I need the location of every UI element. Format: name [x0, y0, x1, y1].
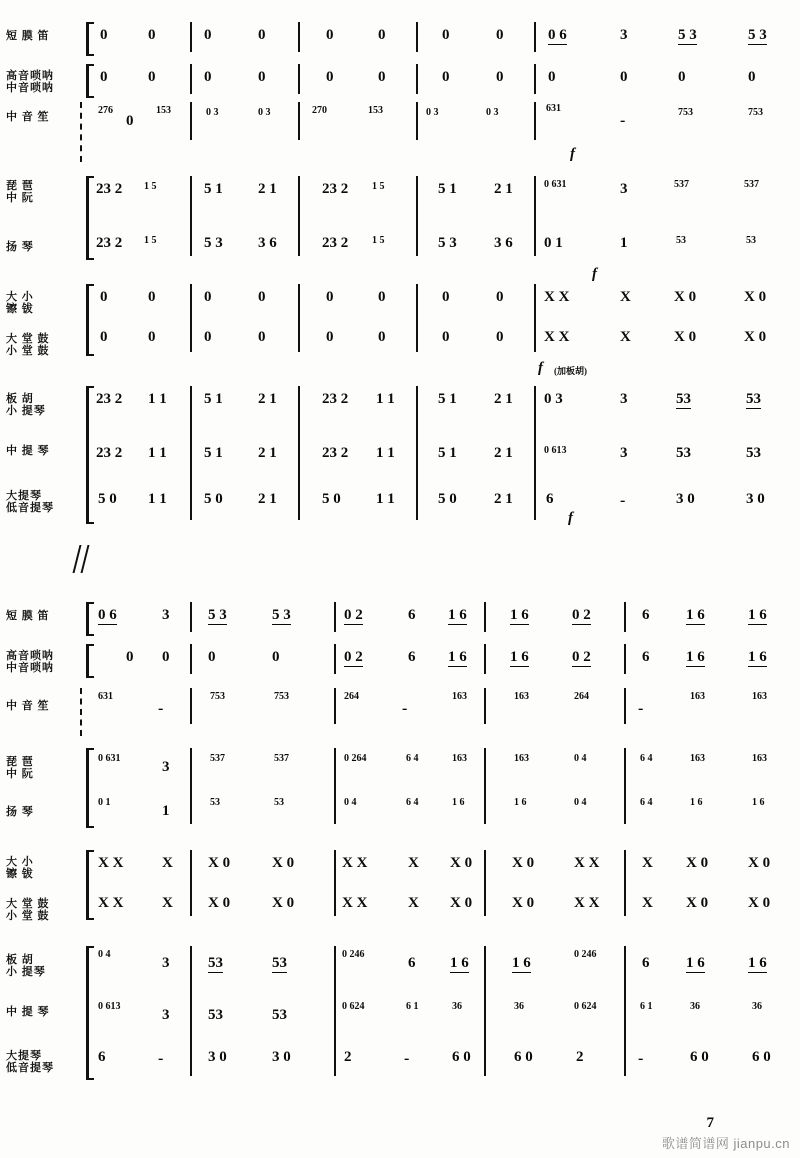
note-cell: 1 1 [376, 391, 395, 407]
rest-dash: - [638, 700, 644, 717]
staff-row-cello-bass-2 [86, 1050, 794, 1086]
chord-cell: 53 [676, 235, 686, 246]
note-cell: 0 [148, 69, 156, 85]
note-cell: 3 [162, 607, 170, 623]
note-cell: 0 2 [344, 649, 363, 665]
dynamic-forte: f [592, 266, 597, 282]
label-drums: 大 堂 鼓 小 堂 鼓 [6, 333, 50, 357]
staff-row-sheng-2 [86, 692, 794, 732]
performance-note: (加板胡) [554, 366, 587, 376]
note-cell: X [408, 855, 419, 871]
note-cell: 0 2 [572, 607, 591, 623]
note-cell: 0 [100, 329, 108, 345]
note-cell: 2 1 [258, 445, 277, 461]
note-cell: 2 1 [494, 445, 513, 461]
note-cell: 6 0 [452, 1049, 471, 1065]
note-cell: 23 2 [96, 235, 123, 251]
note-cell: 5 1 [204, 391, 223, 407]
note-cell: 6 [408, 607, 416, 623]
note-cell: 0 [204, 69, 212, 85]
note-cell: 5 3 [272, 607, 291, 623]
note-cell: 0 [100, 69, 108, 85]
chord-cell: 36 [514, 1001, 524, 1012]
note-cell: X 0 [748, 895, 771, 911]
chord-cell: 0 1 [98, 797, 111, 808]
chord-cell: 264 [344, 691, 359, 702]
note-cell: 6 [98, 1049, 106, 1065]
note-cell: 0 [258, 289, 266, 305]
note-cell: 5 1 [204, 445, 223, 461]
note-cell: 0 [378, 329, 386, 345]
note-cell: 0 6 [548, 27, 567, 43]
note-cell: 53 [208, 955, 223, 971]
note-cell: 53 [746, 445, 761, 461]
chord-cell: 753 [678, 107, 693, 118]
note-cell: 53 [676, 391, 691, 407]
chord-cell: 153 [368, 105, 383, 116]
note-cell: X 0 [512, 855, 535, 871]
note-cell: 1 6 [450, 955, 469, 971]
note-cell: 0 [548, 69, 556, 85]
note-cell: 1 6 [448, 649, 467, 665]
chord-cell: 53 [274, 797, 284, 808]
note-cell: 5 3 [678, 27, 697, 43]
chord-cell: 0 246 [342, 949, 365, 960]
note-cell: X [620, 289, 631, 305]
note-cell: 0 [378, 27, 386, 43]
note-cell: X 0 [450, 895, 473, 911]
note-cell: 0 [100, 289, 108, 305]
staff-row-drums [86, 329, 794, 376]
chord-cell: 0 264 [344, 753, 367, 764]
chord-cell: 0 624 [342, 1001, 365, 1012]
note-cell: 0 [326, 69, 334, 85]
chord-cell: 276 [98, 105, 113, 116]
chord-cell: 0 3 [206, 107, 219, 118]
rest-dash: - [620, 492, 626, 509]
staff-row-viola [86, 446, 794, 482]
note-cell: 6 0 [752, 1049, 771, 1065]
note-cell: 3 6 [494, 235, 513, 251]
staff-row-drums-2 [86, 896, 794, 926]
note-cell: 5 3 [204, 235, 223, 251]
note-cell: 5 0 [98, 491, 117, 507]
chord-cell: 0 4 [98, 949, 111, 960]
note-cell: 1 1 [148, 391, 167, 407]
note-cell: 3 [162, 759, 170, 775]
note-cell: 0 [148, 289, 156, 305]
label-cello-bass-2: 大提琴 低音提琴 [6, 1050, 54, 1074]
chord-cell: 537 [744, 179, 759, 190]
note-cell: 23 2 [96, 181, 123, 197]
chord-cell: 163 [514, 691, 529, 702]
note-cell: 23 2 [322, 235, 349, 251]
chord-cell: 0 3 [486, 107, 499, 118]
note-cell: X [642, 895, 653, 911]
chord-cell: 163 [514, 753, 529, 764]
note-cell: X 0 [512, 895, 535, 911]
note-cell: 0 [162, 649, 170, 665]
chord-cell: 36 [452, 1001, 462, 1012]
note-cell: 5 1 [204, 181, 223, 197]
chord-cell: 6 4 [406, 753, 419, 764]
chord-cell: 537 [210, 753, 225, 764]
note-cell: 6 [642, 649, 650, 665]
chord-cell: 163 [752, 691, 767, 702]
dynamic-forte: f [570, 146, 575, 162]
note-cell: X X [574, 855, 600, 871]
chord-cell: 0 4 [344, 797, 357, 808]
note-cell: 6 [642, 607, 650, 623]
note-cell: X 0 [272, 895, 295, 911]
note-cell: X 0 [686, 895, 709, 911]
note-cell: X 0 [686, 855, 709, 871]
chord-cell: 0 613 [544, 445, 567, 456]
note-cell: 6 [642, 955, 650, 971]
note-cell: 3 [162, 1007, 170, 1023]
note-cell: 53 [208, 1007, 223, 1023]
note-cell: 1 6 [686, 649, 705, 665]
note-cell: X 0 [272, 855, 295, 871]
chord-cell: 36 [690, 1001, 700, 1012]
chord-cell: 163 [752, 753, 767, 764]
note-cell: 6 0 [514, 1049, 533, 1065]
note-cell: 53 [272, 955, 287, 971]
staff-area-1 [86, 8, 794, 528]
chord-cell: 0 4 [574, 753, 587, 764]
note-cell: 0 [496, 27, 504, 43]
note-cell: 1 6 [686, 607, 705, 623]
note-cell: 1 1 [376, 491, 395, 507]
note-cell: 1 1 [148, 491, 167, 507]
chord-cell: 270 [312, 105, 327, 116]
note-cell: X [162, 895, 173, 911]
note-cell: 5 1 [438, 391, 457, 407]
label-cymbals-2: 大 小 镲 钹 [6, 856, 34, 880]
staff-row-viola-2 [86, 1002, 794, 1038]
note-cell: X [642, 855, 653, 871]
chord-cell: 1 6 [690, 797, 703, 808]
note-cell: 0 [620, 69, 628, 85]
note-cell: 2 1 [494, 491, 513, 507]
note-cell: 0 [258, 27, 266, 43]
note-cell: 0 [326, 289, 334, 305]
note-cell: 0 3 [544, 391, 563, 407]
rest-dash: - [158, 1050, 164, 1067]
staff-row-banhu-violin-2 [86, 950, 794, 986]
note-cell: 0 6 [98, 607, 117, 623]
note-cell: 5 0 [204, 491, 223, 507]
note-cell: 0 [258, 329, 266, 345]
label-banhu-violin-2: 板 胡 小 提琴 [6, 954, 46, 978]
staff-row-cymbals-2 [86, 856, 794, 886]
staff-row-cello-bass [86, 492, 794, 528]
note-cell: 23 2 [322, 391, 349, 407]
label-piccolo-flute: 短 膜 笛 [6, 30, 50, 42]
chord-cell: 163 [690, 753, 705, 764]
chord-cell: 753 [210, 691, 225, 702]
note-cell: 2 1 [494, 391, 513, 407]
chord-cell: 1 5 [144, 181, 157, 192]
chord-cell: 36 [752, 1001, 762, 1012]
label-banhu-violin: 板 胡 小 提琴 [6, 393, 46, 417]
note-cell: 3 0 [676, 491, 695, 507]
chord-cell: 1 5 [144, 235, 157, 246]
label-cymbals: 大 小 镲 钹 [6, 291, 34, 315]
rest-dash: - [158, 700, 164, 717]
note-cell: 3 [620, 445, 628, 461]
brace-sheng-2 [80, 688, 82, 736]
note-cell: 0 [496, 69, 504, 85]
note-cell: X [162, 855, 173, 871]
note-cell: 3 0 [208, 1049, 227, 1065]
chord-cell: 0 613 [98, 1001, 121, 1012]
site-watermark: 歌谱简谱网 jianpu.cn [661, 1136, 790, 1151]
note-cell: 1 6 [748, 649, 767, 665]
chord-cell: 6 4 [640, 797, 653, 808]
chord-cell: 6 4 [640, 753, 653, 764]
chord-cell: 537 [274, 753, 289, 764]
note-cell: 2 [576, 1049, 584, 1065]
label-cello-bass: 大提琴 低音提琴 [6, 490, 54, 514]
chord-cell: 753 [274, 691, 289, 702]
note-cell: 2 [344, 1049, 352, 1065]
note-cell: 1 [162, 803, 170, 819]
brace-sheng [80, 102, 82, 162]
rest-dash: - [638, 1050, 644, 1067]
note-cell: 0 [204, 289, 212, 305]
note-cell: 0 [442, 289, 450, 305]
chord-cell: 0 246 [574, 949, 597, 960]
staff-row-cymbals [86, 290, 794, 320]
note-cell: 0 [204, 27, 212, 43]
label-sheng-2: 中 音 笙 [6, 700, 50, 712]
chord-cell: 53 [210, 797, 220, 808]
note-cell: 0 [148, 27, 156, 43]
score-system-1 [0, 8, 800, 528]
note-cell: X X [544, 329, 570, 345]
note-cell: 0 [148, 329, 156, 345]
rest-dash: - [404, 1050, 410, 1067]
chord-cell: 0 631 [544, 179, 567, 190]
note-cell: 6 [408, 955, 416, 971]
note-cell: 3 [620, 391, 628, 407]
note-cell: 0 [100, 27, 108, 43]
note-cell: 0 [442, 27, 450, 43]
note-cell: 23 2 [96, 445, 123, 461]
note-cell: 5 1 [438, 445, 457, 461]
note-cell: 0 [442, 69, 450, 85]
label-yangqin-2: 扬 琴 [6, 806, 34, 818]
note-cell: 1 6 [512, 955, 531, 971]
label-viola: 中 提 琴 [6, 445, 50, 457]
note-cell: 23 2 [322, 181, 349, 197]
chord-cell: 631 [546, 103, 561, 114]
chord-cell: 153 [156, 105, 171, 116]
staff-row-banhu-violin [86, 392, 794, 428]
note-cell: 1 6 [686, 955, 705, 971]
note-cell: 53 [272, 1007, 287, 1023]
label-piccolo-flute-2: 短 膜 笛 [6, 610, 50, 622]
note-cell: 0 [496, 329, 504, 345]
chord-cell: 631 [98, 691, 113, 702]
note-cell: 3 [620, 181, 628, 197]
note-cell: 0 [204, 329, 212, 345]
chord-cell: 163 [452, 691, 467, 702]
note-cell: X X [342, 855, 368, 871]
label-viola-2: 中 提 琴 [6, 1006, 50, 1018]
note-cell: 0 [496, 289, 504, 305]
staff-row-piccolo-flute [86, 28, 794, 58]
note-cell: 5 0 [322, 491, 341, 507]
staff-row-pipa-ruan-2 [86, 754, 794, 790]
note-cell: 0 [126, 649, 134, 665]
note-cell: X [408, 895, 419, 911]
note-cell: 5 0 [438, 491, 457, 507]
rest-dash: - [402, 700, 408, 717]
staff-row-yangqin-2 [86, 798, 794, 834]
chord-cell: 53 [746, 235, 756, 246]
chord-cell: 1 6 [514, 797, 527, 808]
label-sheng: 中 音 笙 [6, 111, 50, 123]
note-cell: 53 [746, 391, 761, 407]
label-suona-2: 高音唢呐 中音唢呐 [6, 650, 54, 674]
label-pipa-ruan: 琵 琶 中 阮 [6, 180, 34, 204]
note-cell: 0 [272, 649, 280, 665]
note-cell: 2 1 [258, 181, 277, 197]
note-cell: X 0 [450, 855, 473, 871]
note-cell: 3 0 [272, 1049, 291, 1065]
note-cell: 6 [408, 649, 416, 665]
note-cell: 3 [620, 27, 628, 43]
note-cell: 0 1 [544, 235, 563, 251]
note-cell: X [620, 329, 631, 345]
note-cell: 0 [326, 329, 334, 345]
note-cell: 1 1 [376, 445, 395, 461]
note-cell: 5 3 [208, 607, 227, 623]
note-cell: X 0 [674, 329, 697, 345]
note-cell: X X [342, 895, 368, 911]
note-cell: 1 [620, 235, 628, 251]
chord-cell: 0 4 [574, 797, 587, 808]
staff-row-yangqin [86, 235, 794, 282]
chord-cell: 264 [574, 691, 589, 702]
note-cell: 5 1 [438, 181, 457, 197]
note-cell: 0 [678, 69, 686, 85]
note-cell: 3 0 [746, 491, 765, 507]
label-yangqin: 扬 琴 [6, 241, 34, 253]
staff-row-suona-2 [86, 650, 794, 680]
chord-cell: 1 5 [372, 181, 385, 192]
note-cell: X X [98, 855, 124, 871]
chord-cell: 0 624 [574, 1001, 597, 1012]
dynamic-forte: f [538, 360, 543, 376]
note-cell: X 0 [744, 289, 767, 305]
note-cell: 2 1 [494, 181, 513, 197]
note-cell: 2 1 [258, 391, 277, 407]
note-cell: 3 [162, 955, 170, 971]
label-pipa-ruan-2: 琵 琶 中 阮 [6, 756, 34, 780]
note-cell: 0 2 [344, 607, 363, 623]
page-number: 7 [706, 1115, 714, 1131]
note-cell: X X [574, 895, 600, 911]
chord-cell: 537 [674, 179, 689, 190]
chord-cell: 753 [748, 107, 763, 118]
chord-cell: 6 4 [406, 797, 419, 808]
note-cell: X 0 [674, 289, 697, 305]
note-cell: 5 3 [438, 235, 457, 251]
note-cell: 0 [258, 69, 266, 85]
staff-row-suona [86, 70, 794, 100]
note-cell: 0 [126, 113, 134, 129]
note-cell: 1 6 [510, 649, 529, 665]
note-cell: X X [98, 895, 124, 911]
staff-row-piccolo-flute-2 [86, 608, 794, 638]
note-cell: 0 [326, 27, 334, 43]
score-system-2 [0, 588, 800, 1108]
note-cell: X X [544, 289, 570, 305]
chord-cell: 163 [452, 753, 467, 764]
note-cell: 3 6 [258, 235, 277, 251]
note-cell: X 0 [748, 855, 771, 871]
chord-cell: 6 1 [640, 1001, 653, 1012]
note-cell: 1 6 [748, 607, 767, 623]
note-cell: 6 0 [690, 1049, 709, 1065]
note-cell: 0 [208, 649, 216, 665]
note-cell: 1 6 [448, 607, 467, 623]
note-cell: 0 2 [572, 649, 591, 665]
chord-cell: 163 [690, 691, 705, 702]
note-cell: 1 6 [510, 607, 529, 623]
note-cell: X 0 [208, 895, 231, 911]
note-cell: 53 [676, 445, 691, 461]
label-drums-2: 大 堂 鼓 小 堂 鼓 [6, 898, 50, 922]
note-cell: X 0 [208, 855, 231, 871]
label-suona: 高音唢呐 中音唢呐 [6, 70, 54, 94]
note-cell: 1 1 [148, 445, 167, 461]
note-cell: 6 [546, 491, 554, 507]
chord-cell: 1 6 [752, 797, 765, 808]
chord-cell: 6 1 [406, 1001, 419, 1012]
note-cell: 0 [442, 329, 450, 345]
note-cell: 23 2 [96, 391, 123, 407]
staff-area-2 [86, 588, 794, 1108]
staff-row-sheng [86, 103, 794, 162]
dynamic-forte: f [568, 510, 573, 526]
chord-cell: 0 631 [98, 753, 121, 764]
chord-cell: 0 3 [426, 107, 439, 118]
note-cell: 5 3 [748, 27, 767, 43]
rest-dash: - [620, 112, 626, 129]
note-cell: 23 2 [322, 445, 349, 461]
note-cell: 0 [378, 69, 386, 85]
staff-row-pipa-ruan [86, 179, 794, 218]
note-cell: 2 1 [258, 491, 277, 507]
note-cell: X 0 [744, 329, 767, 345]
chord-cell: 1 5 [372, 235, 385, 246]
chord-cell: 0 3 [258, 107, 271, 118]
note-cell: 0 [748, 69, 756, 85]
chord-cell: 1 6 [452, 797, 465, 808]
note-cell: 0 [378, 289, 386, 305]
note-cell: 1 6 [748, 955, 767, 971]
